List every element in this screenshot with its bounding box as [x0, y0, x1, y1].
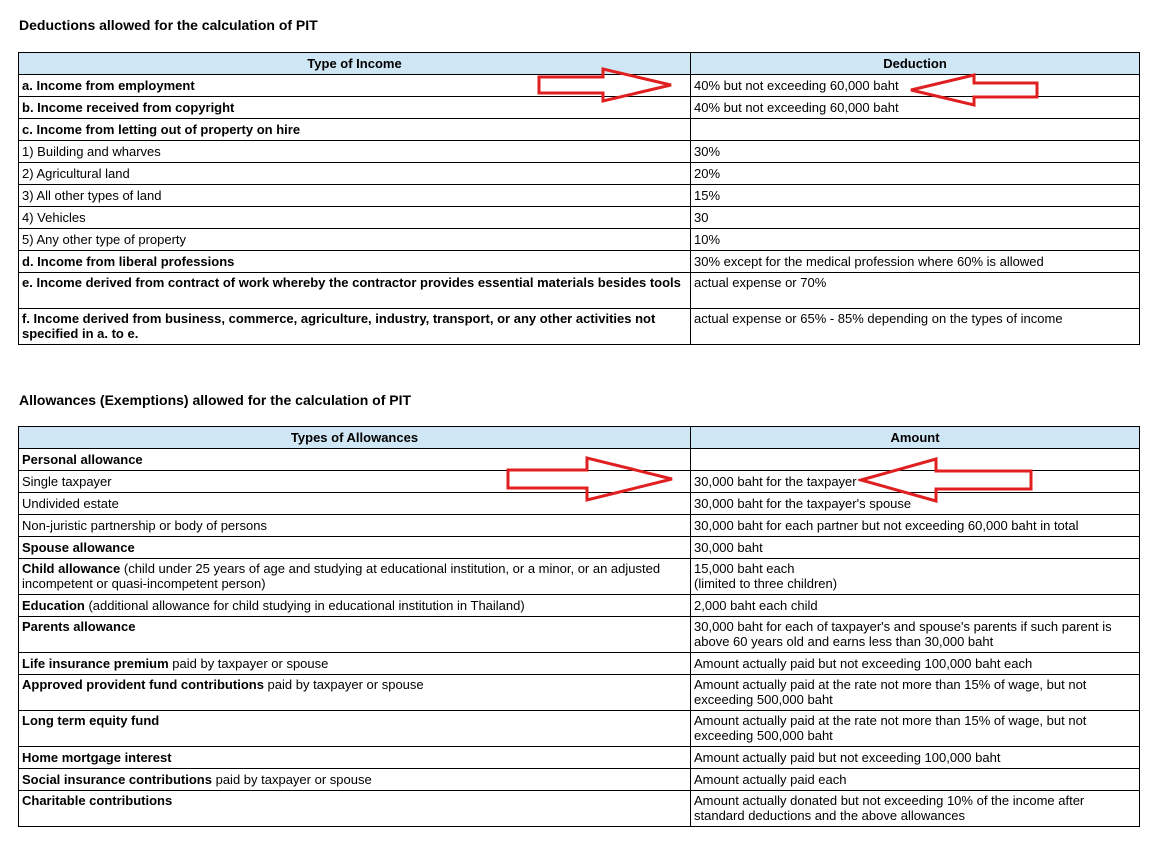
allowance-amount: 2,000 baht each child — [691, 595, 1140, 617]
allowance-amount: Amount actually paid but not exceeding 100,000 baht — [691, 747, 1140, 769]
table-row — [19, 537, 1140, 559]
income-type: c. Income from letting out of property on hire — [19, 119, 691, 141]
table-row — [19, 207, 1140, 229]
allowance-amount: 30,000 baht for the taxpayer's spouse — [691, 493, 1140, 515]
income-type: 3) All other types of land — [19, 185, 691, 207]
allowance-type — [19, 711, 691, 747]
arrow-left-icon — [908, 72, 1042, 108]
allowance-type — [19, 595, 691, 617]
allowance-label: Child allowance — [22, 561, 121, 576]
table-row — [19, 273, 1140, 309]
allowance-label: Long term equity fund — [22, 713, 160, 728]
deductions-title: Deductions allowed for the calculation of PIT — [19, 17, 318, 33]
arrow-right-icon — [536, 67, 676, 103]
column-header-types-of-allowances: Types of Allowances — [19, 427, 691, 449]
allowance-type — [19, 653, 691, 675]
table-row — [19, 119, 1140, 141]
deduction-value: 40% but not exceeding 60,000 baht — [691, 75, 1140, 97]
deduction-value: actual expense or 65% - 85% depending on the types of income — [691, 309, 1140, 345]
allowance-amount: 30,000 baht for each of taxpayer's and spouse's parents if such parent is above 60 years old and earns less than 30,000 baht — [691, 617, 1140, 653]
table-row — [19, 675, 1140, 711]
allowance-label: Charitable contributions — [22, 793, 173, 808]
allowance-amount: Amount actually paid at the rate not more than 15% of wage, but not exceeding 500,000 baht — [691, 711, 1140, 747]
column-header-amount: Amount — [691, 427, 1140, 449]
deduction-value: 30 — [691, 207, 1140, 229]
column-header-deduction: Deduction — [691, 53, 1140, 75]
allowance-label: Education — [22, 598, 85, 613]
table-row — [19, 141, 1140, 163]
deduction-value: 30% — [691, 141, 1140, 163]
allowances-title: Allowances (Exemptions) allowed for the calculation of PIT — [19, 392, 412, 408]
deduction-value: 40% but not exceeding 60,000 baht — [691, 97, 1140, 119]
table-row — [19, 251, 1140, 273]
allowance-amount: 30,000 baht — [691, 537, 1140, 559]
allowance-amount — [691, 559, 1140, 595]
allowance-label: Parents allowance — [22, 619, 136, 634]
table-row — [19, 653, 1140, 675]
table-row — [19, 711, 1140, 747]
table-row — [19, 747, 1140, 769]
allowance-label: Social insurance contributions — [22, 772, 212, 787]
allowance-type — [19, 537, 691, 559]
allowance-description: (additional allowance for child studying in educational institution in Thailand) — [84, 598, 525, 613]
allowance-label: Life insurance premium — [22, 656, 169, 671]
arrow-left-icon — [858, 456, 1036, 504]
allowance-amount: Amount actually donated but not exceeding 10% of the income after standard deductions and the above allowances — [691, 791, 1140, 827]
allowance-type — [19, 617, 691, 653]
allowance-type: Non-juristic partnership or body of persons — [19, 515, 691, 537]
allowance-type — [19, 791, 691, 827]
income-type: 1) Building and wharves — [19, 141, 691, 163]
allowance-type — [19, 675, 691, 711]
income-type: 2) Agricultural land — [19, 163, 691, 185]
table-row — [19, 185, 1140, 207]
allowance-label: Personal allowance — [22, 452, 143, 467]
table-row — [19, 791, 1140, 827]
table-row — [19, 309, 1140, 345]
table-row — [19, 617, 1140, 653]
allowance-label: Home mortgage interest — [22, 750, 172, 765]
income-type: 5) Any other type of property — [19, 229, 691, 251]
table-row — [19, 229, 1140, 251]
allowance-amount: 30,000 baht for the taxpayer — [691, 471, 1140, 493]
allowance-amount: Amount actually paid at the rate not more than 15% of wage, but not exceeding 500,000 baht — [691, 675, 1140, 711]
income-type: 4) Vehicles — [19, 207, 691, 229]
allowance-amount: Amount actually paid each — [691, 769, 1140, 791]
table-row — [19, 559, 1140, 595]
allowance-description: paid by taxpayer or spouse — [263, 677, 424, 692]
deduction-value: 15% — [691, 185, 1140, 207]
income-type: e. Income derived from contract of work whereby the contractor provides essential materials besides tools — [19, 273, 691, 309]
deduction-value: 10% — [691, 229, 1140, 251]
allowance-amount: Amount actually paid but not exceeding 100,000 baht each — [691, 653, 1140, 675]
allowance-type — [19, 747, 691, 769]
allowance-amount: 30,000 baht for each partner but not exceeding 60,000 baht in total — [691, 515, 1140, 537]
table-row — [19, 515, 1140, 537]
allowance-type: Undivided estate — [19, 493, 691, 515]
allowance-label: Spouse allowance — [22, 540, 135, 555]
allowance-description: paid by taxpayer or spouse — [211, 772, 372, 787]
deduction-value: 30% except for the medical profession where 60% is allowed — [691, 251, 1140, 273]
allowance-amount-line: 15,000 baht each — [694, 561, 795, 576]
column-header-type-of-income: Type of Income — [19, 53, 691, 75]
table-row — [19, 595, 1140, 617]
allowance-amount-note: (limited to three children) — [694, 576, 838, 591]
income-type: b. Income received from copyright — [19, 97, 691, 119]
allowance-type — [19, 769, 691, 791]
arrow-right-icon — [505, 455, 677, 503]
allowance-description: paid by taxpayer or spouse — [168, 656, 329, 671]
income-type: f. Income derived from business, commerce, agriculture, industry, transport, or any other activities not specified in a. to e. — [19, 309, 691, 345]
table-row — [19, 769, 1140, 791]
allowance-description: (child under 25 years of age and studying at educational institution, or a minor, or an adjusted incompetent or quasi-incompetent person) — [22, 561, 661, 591]
income-type: d. Income from liberal professions — [19, 251, 691, 273]
deduction-value — [691, 119, 1140, 141]
table-row — [19, 163, 1140, 185]
deduction-value: 20% — [691, 163, 1140, 185]
allowance-label: Approved provident fund contributions — [22, 677, 264, 692]
allowance-type — [19, 559, 691, 595]
deduction-value: actual expense or 70% — [691, 273, 1140, 309]
allowance-type: Single taxpayer — [19, 471, 691, 493]
income-type: a. Income from employment — [19, 75, 691, 97]
